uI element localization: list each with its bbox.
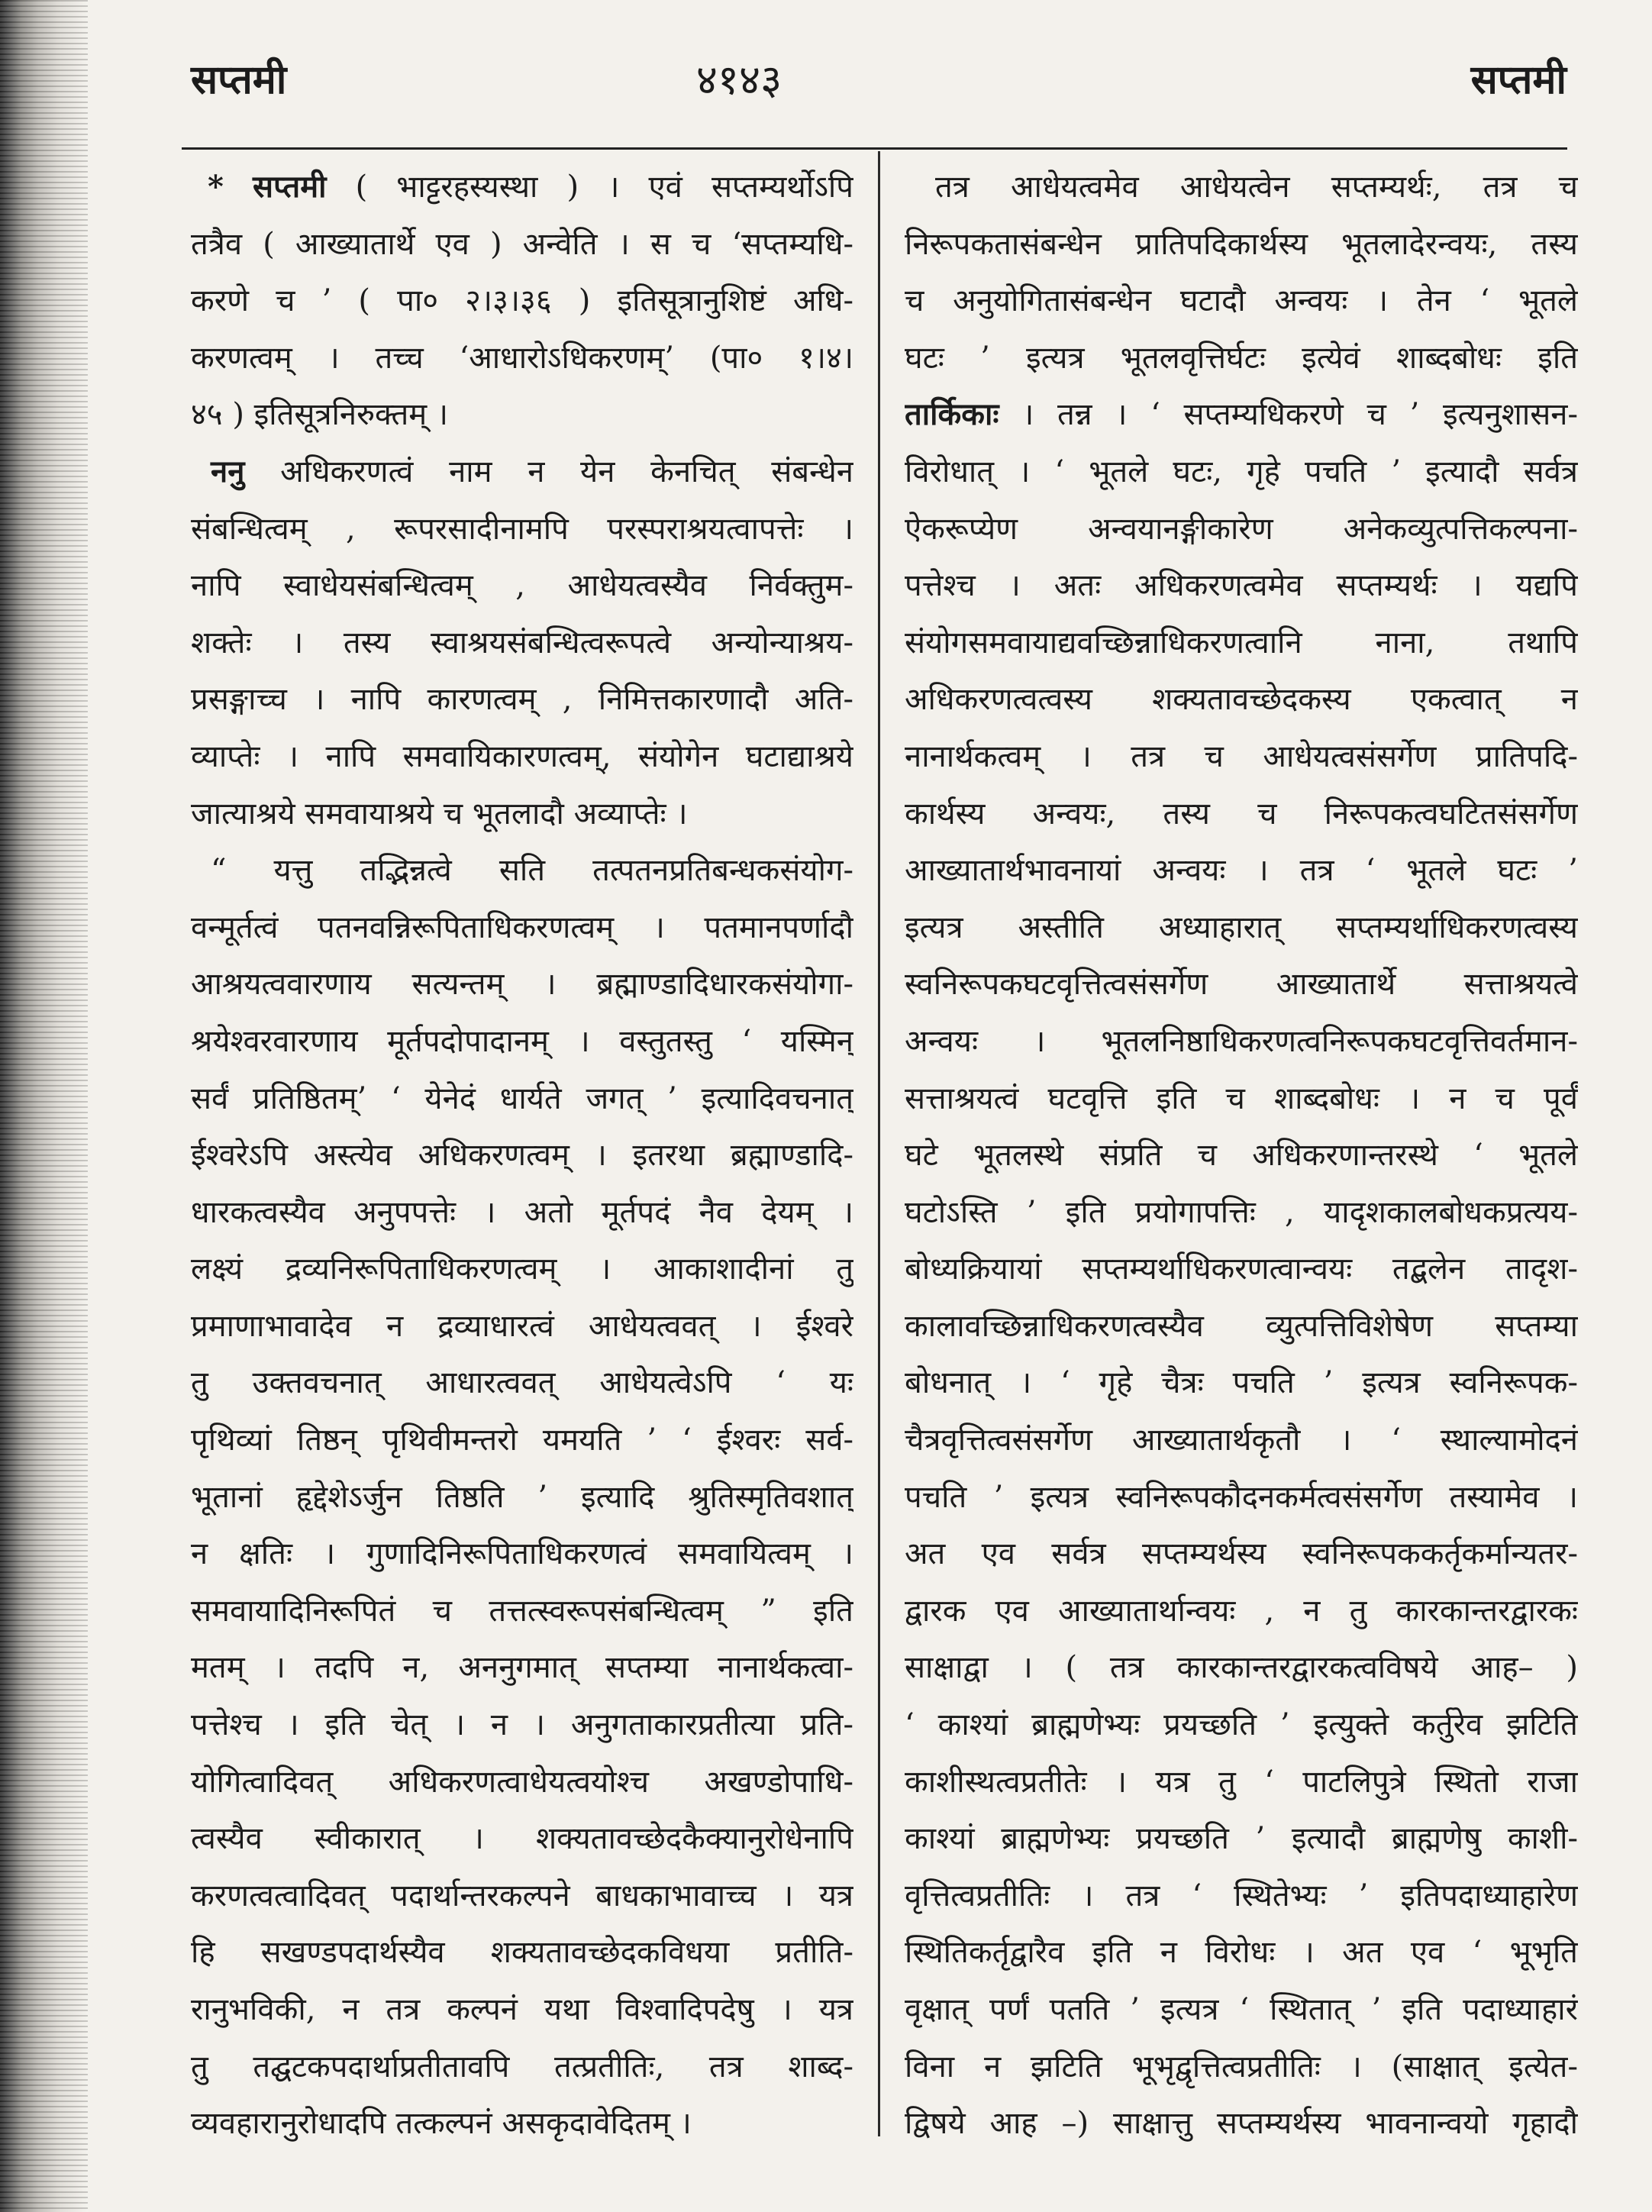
right-column-line: विरोधात् । ‘ भूतले घटः, गृहे पचति ’ इत्यादौ सर्वत्र — [905, 454, 1578, 489]
line-text: ( भाट्टरहस्यस्था ) । एवं सप्तम्यर्थोऽपि — [355, 170, 853, 205]
right-column-line: अधिकरणत्वत्वस्य शक्यतावच्छेदकस्य एकत्वात् न — [905, 682, 1578, 718]
right-column-line: घटोऽस्ति ’ इति प्रयोगापत्तिः , यादृशकालबोधकप्रत्यय- — [905, 1194, 1578, 1230]
left-column-line: मतम् । तदपि न, अननुगमात् सप्तम्या नानार्थकत्वा- — [191, 1650, 853, 1686]
right-column-line: इत्यत्र अस्तीति अध्याहारात् सप्तम्यर्थाधिकरणत्वस्य — [905, 909, 1578, 945]
left-column-line: करणत्वम् । तच्च ‘आधारोऽधिकरणम्’ (पा० १।४। — [191, 340, 853, 376]
right-column-line: कालावच्छिन्नाधिकरणत्वस्यैव व्युत्पत्तिविशेषेण सप्तम्या — [905, 1308, 1578, 1344]
right-column-line: संयोगसमवायाद्यवच्छिन्नाधिकरणत्वानि नाना, तथापि — [905, 625, 1578, 660]
left-column-line: प्रमाणाभावादेव न द्रव्याधारत्वं आधेयत्ववत् । ईश्वरे — [191, 1308, 853, 1344]
right-column-line: अत एव सर्वत्र सप्तम्यर्थस्य स्वनिरूपककर्तृकर्मान्यतर- — [905, 1536, 1578, 1572]
right-column-line: घटः ’ इत्यत्र भूतलवृत्तिर्घटः इत्येवं शाब्दबोधः इति — [905, 340, 1578, 376]
left-column-line: योगित्वादिवत् अधिकरणत्वाधेयत्वयोश्च अखण्डोपाधि- — [191, 1764, 853, 1800]
left-column-line: ४५ ) इतिसूत्रनिरुक्तम् । — [191, 397, 449, 433]
left-column-line: प्रसङ्गाच्च । नापि कारणत्वम् , निमित्तकारणादौ अति- — [191, 682, 853, 718]
right-column-line: बोधनात् । ‘ गृहे चैत्रः पचति ’ इत्यत्र स्वनिरूपक- — [905, 1365, 1578, 1401]
right-column-line: बोध्यक्रियायां सप्तम्यर्थाधिकरणत्वान्वयः तद्बलेन तादृश- — [905, 1251, 1578, 1287]
right-column-line: काशीस्थत्वप्रतीतेः । यत्र तु ‘ पाटलिपुत्रे स्थितो राजा — [905, 1764, 1578, 1800]
left-column-line: पृथिव्यां तिष्ठन् पृथिवीमन्तरो यमयति ’ ‘ ईश्वरः सर्व- — [191, 1422, 853, 1458]
header-rule — [182, 147, 1567, 150]
right-column-line: ऐकरूप्येण अन्वयानङ्गीकारेण अनेकव्युत्पत्तिकल्पना- — [905, 511, 1578, 547]
left-column-line: तत्रैव ( आख्यातार्थे एव ) अन्वेति । स च ‘सप्तम्यधि- — [191, 226, 853, 262]
right-column-line: साक्षाद्वा । ( तत्र कारकान्तरद्वारकत्वविषये आह– ) — [905, 1650, 1578, 1686]
right-column-line: पत्तेश्च । अतः अधिकरणत्वमेव सप्तम्यर्थः । यद्यपि — [905, 568, 1578, 604]
right-column-line: अन्वयः । भूतलनिष्ठाधिकरणत्वनिरूपकघटवृत्तिवर्तमान- — [905, 1023, 1578, 1059]
right-column-line: तत्र आधेयत्वमेव आधेयत्वेन सप्तम्यर्थः, तत्र च — [935, 170, 1578, 205]
left-column-line: आश्रयत्ववारणाय सत्यन्तम् । ब्रह्माण्डादिधारकसंयोगा- — [191, 967, 853, 1003]
right-column-line: स्थितिकर्तृद्वारैव इति न विरोधः । अत एव ‘ भूभृति — [905, 1935, 1578, 1971]
left-column-line: करणत्वत्वादिवत् पदार्थान्तरकल्पने बाधकाभावाच्च । यत्र — [191, 1878, 853, 1913]
scan-edge-shadow — [0, 0, 88, 2212]
right-column-line: नानार्थकत्वम् । तत्र च आधेयत्वसंसर्गेण प्रातिपदि- — [905, 738, 1578, 774]
right-column-line: घटे भूतलस्थे संप्रति च अधिकरणान्तरस्थे ‘ भूतले — [905, 1138, 1578, 1174]
paragraph-lead: ननु — [211, 453, 245, 489]
left-column-line: जात्याश्रये समवायाश्रये च भूतलादौ अव्याप्तेः । — [191, 796, 688, 832]
right-column-line: स्वनिरूपकघटवृत्तित्वसंसर्गेण आख्यातार्थे सत्ताश्रयत्वे — [905, 967, 1578, 1003]
right-column-line: विना न झटिति भूभृद्वृत्तित्वप्रतीतिः । (साक्षात् इत्येत- — [905, 2049, 1578, 2084]
right-column-line — [905, 386, 1578, 444]
page-number: ४१४३ — [695, 56, 782, 104]
left-column-line: संबन्धित्वम् , रूपरसादीनामपि परस्पराश्रयत्वापत्तेः । — [191, 511, 853, 547]
left-column-line: “ यत्तु तद्भिन्नत्वे सति तत्पतनप्रतिबन्धकसंयोग- — [211, 853, 853, 889]
left-column-line: समवायादिनिरूपितं च तत्तत्स्वरूपसंबन्धित्वम् ” इति — [191, 1593, 853, 1629]
right-column-line: आख्यातार्थभावनायां अन्वयः । तत्र ‘ भूतले घटः ’ — [905, 853, 1578, 889]
right-column — [905, 159, 1578, 2152]
left-column-line: वन्मूर्तत्वं पतनवन्निरूपिताधिकरणत्वम् । पतमानपर्णादौ — [191, 909, 853, 945]
left-column-line: नापि स्वाधेयसंबन्धित्वम् , आधेयत्वस्यैव निर्वक्तुम- — [191, 568, 853, 604]
left-column-line: पत्तेश्च । इति चेत् । न । अनुगताकारप्रतीत्या प्रति- — [191, 1707, 853, 1743]
left-column-line: त्वस्यैव स्वीकारात् । शक्यतावच्छेदकैक्यानुरोधेनापि — [191, 1821, 853, 1857]
left-column-line: हि सखण्डपदार्थस्यैव शक्यतावच्छेदकविधया प्रतीति- — [191, 1935, 853, 1971]
right-column-line: वृत्तित्वप्रतीतिः । तत्र ‘ स्थितेभ्यः ’ इतिपदाध्याहारेण — [905, 1878, 1578, 1913]
right-column-line: द्वारक एव आख्यातार्थान्वयः , न तु कारकान्तरद्वारकः — [905, 1593, 1578, 1629]
left-column-line: रानुभविकी, न तत्र कल्पनं यथा विश्वादिपदेषु । यत्र — [191, 1992, 853, 2027]
left-column-line: ईश्वरेऽपि अस्त्येव अधिकरणत्वम् । इतरथा ब्रह्माण्डादि- — [191, 1138, 853, 1174]
right-column-line: निरूपकतासंबन्धेन प्रातिपदिकार्थस्य भूतलादेरन्वयः, तस्य — [905, 226, 1578, 262]
right-column-line: ‘ काश्यां ब्राह्मणेभ्यः प्रयच्छति ’ इत्युक्ते कर्तुरेव झटिति — [905, 1707, 1578, 1743]
left-column-line: सर्वं प्रतिष्ठितम्’ ‘ येनेदं धार्यते जगत् ’ इत्यादिवचनात् — [191, 1080, 853, 1116]
left-column-line — [191, 444, 853, 501]
left-column-line: करणे च ’ ( पा० २।३।३६ ) इतिसूत्रानुशिष्टं अधि- — [191, 283, 853, 319]
header-left-title: सप्तमी — [191, 57, 287, 103]
line-text: अधिकरणत्वं नाम न येन केनचित् संबन्धेन — [280, 454, 853, 489]
left-column-line: शक्तेः । तस्य स्वाश्रयसंबन्धित्वरूपत्वे अन्योन्याश्रय- — [191, 625, 853, 660]
entry-marker: * — [208, 169, 224, 205]
left-column-line: श्रयेश्वरवारणाय मूर्तपदोपादानम् । वस्तुतस्तु ‘ यस्मिन् — [191, 1023, 853, 1059]
left-column-line: भूतानां हृद्देशेऽर्जुन तिष्ठति ’ इत्यादि श्रुतिस्मृतिवशात् — [191, 1479, 853, 1515]
left-column-line: न क्षतिः । गुणादिनिरूपिताधिकरणत्वं समवायित्वम् । — [191, 1536, 853, 1572]
line-text: । तन्न । ‘ सप्तम्यधिकरणे च ’ इत्यनुशासन- — [1022, 397, 1578, 433]
column-divider — [878, 151, 880, 2136]
left-column-line: धारकत्वस्यैव अनुपपत्तेः । अतो मूर्तपदं नैव देयम् । — [191, 1194, 853, 1230]
right-column-line: च अनुयोगितासंबन्धेन घटादौ अन्वयः । तेन ‘ भूतले — [905, 283, 1578, 319]
right-column-line: पचति ’ इत्यत्र स्वनिरूपकौदनकर्मत्वसंसर्गेण तस्यामेव । — [905, 1479, 1578, 1515]
right-column-line: चैत्रवृत्तित्वसंसर्गेण आख्यातार्थकृतौ । ‘ स्थाल्यामोदनं — [905, 1422, 1578, 1458]
headword: सप्तमी — [253, 169, 327, 205]
right-column-line: कार्थस्य अन्वयः, तस्य च निरूपकत्वघटितसंसर्गेण — [905, 796, 1578, 832]
left-column — [191, 159, 853, 2152]
left-column-line: तु उक्तवचनात् आधारत्ववत् आधेयत्वेऽपि ‘ यः — [191, 1365, 853, 1401]
bold-term: तार्किकाः — [905, 396, 999, 433]
left-column-line: लक्ष्यं द्रव्यनिरूपिताधिकरणत्वम् । आकाशादीनां तु — [191, 1251, 853, 1287]
right-column-line: सत्ताश्रयत्वं घटवृत्ति इति च शाब्दबोधः । न च पूर्वं — [905, 1080, 1578, 1116]
right-column-line: द्विषये आह –) साक्षात्तु सप्तम्यर्थस्य भावनान्वयो गृहादौ — [905, 2106, 1578, 2142]
left-column-line: तु तद्घटकपदार्थाप्रतीतावपि तत्प्रतीतिः, तत्र शाब्द- — [191, 2049, 853, 2084]
left-column-line — [191, 159, 853, 216]
left-column-line: व्यवहारानुरोधादपि तत्कल्पनं असकृदावेदितम् । — [191, 2106, 692, 2142]
header-right-title: सप्तमी — [1470, 57, 1566, 103]
right-column-line: काश्यां ब्राह्मणेभ्यः प्रयच्छति ’ इत्यादौ ब्राह्मणेषु काशी- — [905, 1821, 1578, 1857]
left-column-line: व्याप्तेः । नापि समवायिकारणत्वम्, संयोगेन घटाद्याश्रये — [191, 738, 853, 774]
right-column-line: वृक्षात् पर्णं पतति ’ इत्यत्र ‘ स्थितात् ’ इति पदाध्याहारं — [905, 1992, 1578, 2027]
